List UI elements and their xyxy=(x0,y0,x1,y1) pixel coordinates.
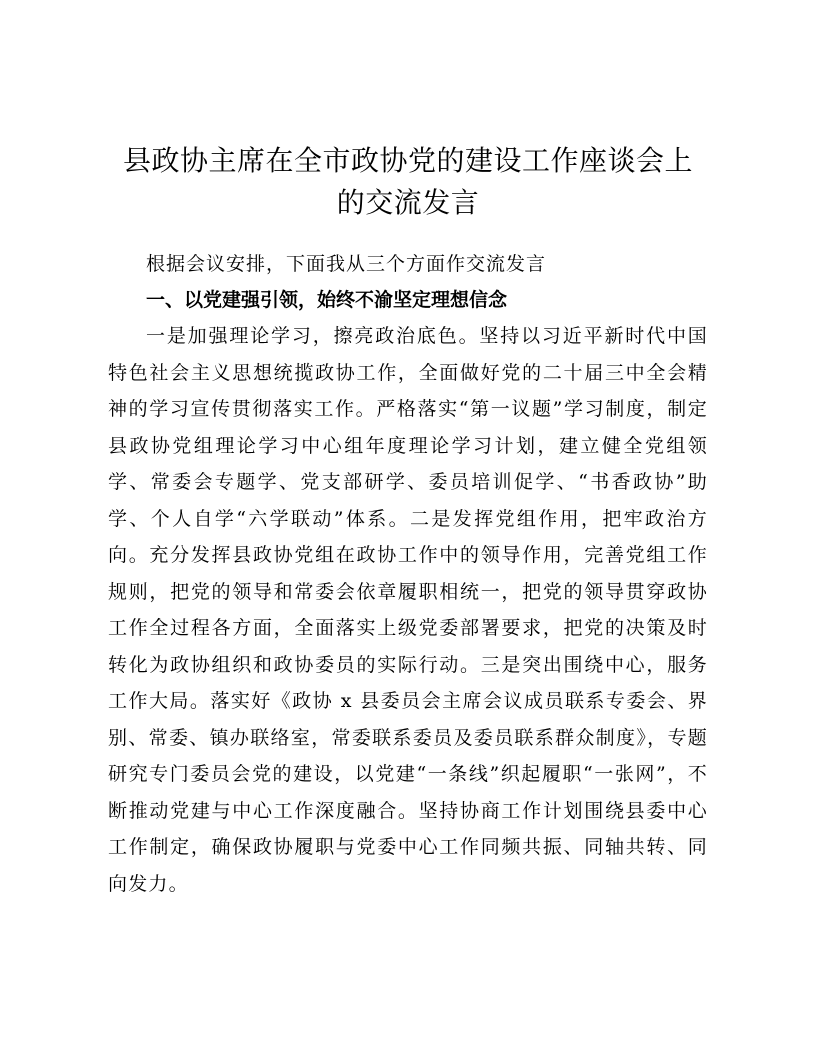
intro-paragraph: 根据会议安排，下面我从三个方面作交流发言 xyxy=(146,253,547,275)
section-heading: 一、以党建强引领，始终不渝坚定理想信念 xyxy=(146,289,508,311)
title-line-1: 县政协主席在全市政协党的建设工作座谈会上 xyxy=(122,144,693,177)
document-title xyxy=(108,140,708,224)
body-paragraph: 一是加强理论学习，擦亮政治底色。坚持以习近平新时代中国特色社会主义思想统揽政协工作，全面做好党的二十届三中全会精神的学习宣传贯彻落实工作。严格落实“第一议题”学习制度，制定县政协党组理论学习中心组年度理论学习计划，建立健全党组领学、常委会专题学、党支部研学、委员培训促学、“书香政协”助学、个人自学“六学联动”体系。二是发挥党组作用，把牢政治方向。充分发挥县政协党组在政协工作中的领导作用，完善党组工作规则，把党的领导和常委会依章履职相统一，把党的领导贯穿政协工作全过程各方面，全面落实上级党委部署要求，把党的决策及时转化为政协组织和政协委员的实际行动。三是突出围绕中心，服务工作大局。落实好《政协 x 县委员会主席会议成员联系专委会、界别、常委、镇办联络室，常委联系委员及委员联系群众制度》，专题研究专门委员会党的建设，以党建“一条线”织起履职“一张网”，不断推动党建与中心工作深度融合。坚持协商工作计划围绕县委中心工作制定，确保政协履职与党委中心工作同频共振、同轴共转、同向发力。 xyxy=(108,325,708,895)
document-page xyxy=(108,140,708,902)
title-line-2: 的交流发言 xyxy=(336,186,480,219)
